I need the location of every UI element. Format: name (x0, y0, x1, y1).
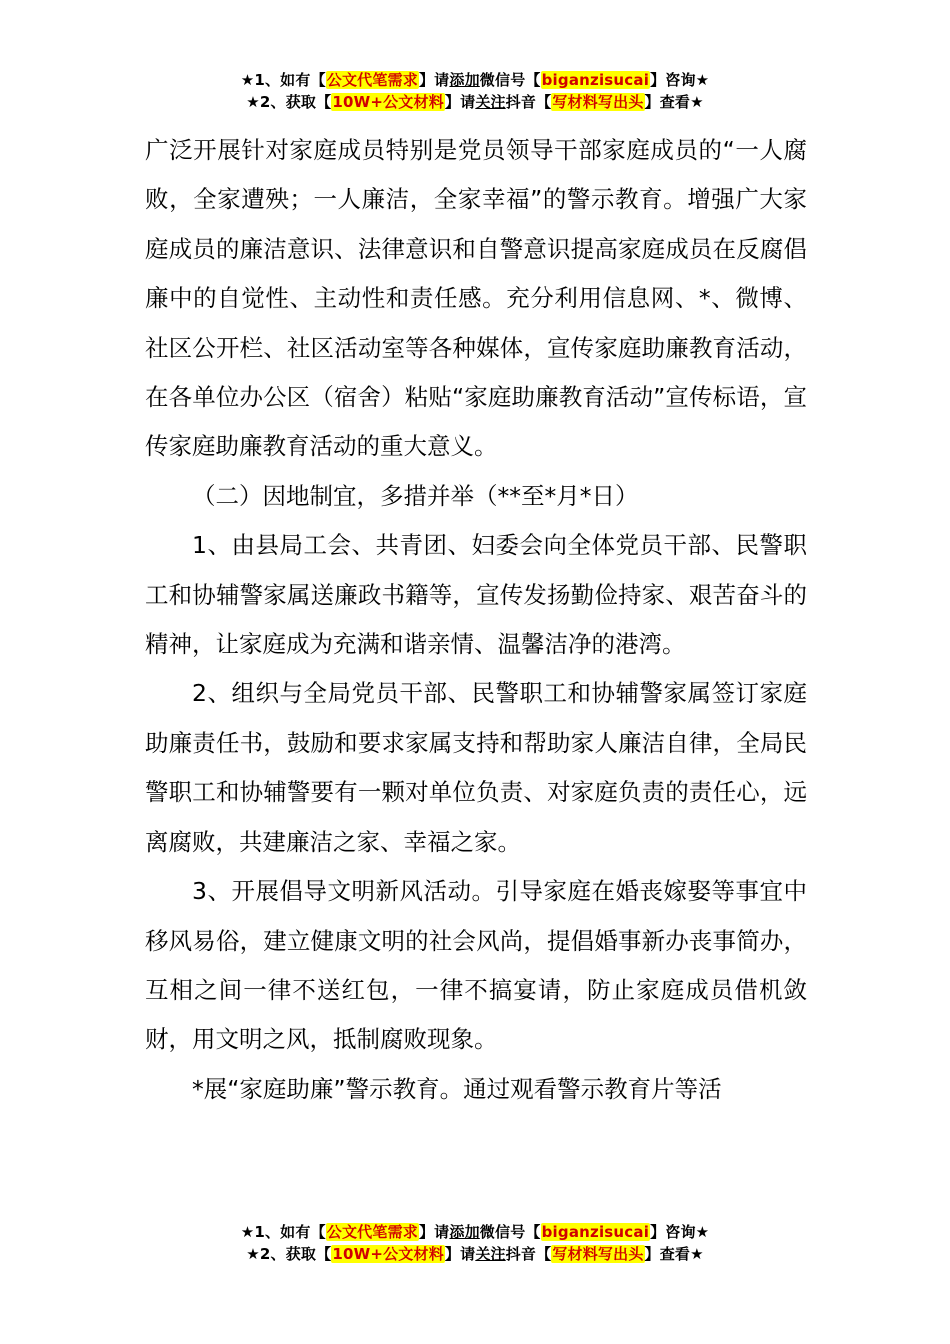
banner-text: 】请 (418, 71, 450, 89)
banner-underlined: 添加 (449, 1223, 480, 1241)
section-heading: （二）因地制宜，多措并举（**至*月*日） (192, 481, 639, 510)
banner-text: ★2、获取【 (246, 93, 332, 111)
banner-highlight-douyin-id: 写材料写出头 (552, 1245, 644, 1263)
banner-text: 】请 (444, 93, 476, 111)
banner-highlight: 10W+公文材料 (332, 93, 444, 111)
paragraph-continuation: 广泛开展针对家庭成员特别是党员领导干部家庭成员的“一人腐败，全家遭殃；一人廉洁，全家幸福”的警示教育。增强广大家庭成员的廉洁意识、法律意识和自警意识提高家庭成员在反腐倡廉中的自觉性、主动性和责任感。充分利用信息网、*、微博、社区公开栏、社区活动室等各种媒体，宣传家庭助廉教育活动，在各单位办公区（宿舍）粘贴“家庭助廉教育活动”宣传标语，宣传家庭助廉教育活动的重大意义。 (145, 136, 807, 461)
list-item-1: 1、由县局工会、共青团、妇委会向全体党员干部、民警职工和协辅警家属送廉政书籍等，宣传发扬勤俭持家、艰苦奋斗的精神，让家庭成为充满和谐亲情、温馨洁净的港湾。 (145, 531, 807, 659)
banner-text: 】咨询★ (650, 1223, 710, 1241)
footer-banner-line-1 (0, 1222, 950, 1244)
banner-highlight: 公文代笔需求 (326, 71, 418, 89)
banner-text: 】查看★ (644, 1245, 704, 1263)
paragraph-truncated: *展“家庭助廉”警示教育。通过观看警示教育片等活 (192, 1074, 722, 1103)
header-banner-line-2 (0, 92, 950, 114)
banner-text: 抖音【 (505, 1245, 552, 1263)
banner-text: 】咨询★ (650, 71, 710, 89)
banner-text: ★1、如有【 (240, 71, 326, 89)
banner-text: 】查看★ (644, 93, 704, 111)
banner-highlight: 10W+公文材料 (332, 1245, 444, 1263)
banner-underlined: 添加 (449, 71, 480, 89)
banner-text: 微信号【 (479, 71, 541, 89)
header-banner-line-1 (0, 70, 950, 92)
banner-text: ★1、如有【 (240, 1223, 326, 1241)
banner-highlight-wechat-id: biganzisucai (541, 1223, 650, 1241)
list-item-2: 2、组织与全局党员干部、民警职工和协辅警家属签订家庭助廉责任书，鼓励和要求家属支持和帮助家人廉洁自律，全局民警职工和协辅警要有一颗对单位负责、对家庭负责的责任心，远离腐败，共建廉洁之家、幸福之家。 (145, 679, 807, 856)
banner-highlight-douyin-id: 写材料写出头 (552, 93, 644, 111)
list-item-3: 3、开展倡导文明新风活动。引导家庭在婚丧嫁娶等事宜中移风易俗，建立健康文明的社会风尚，提倡婚事新办丧事简办，互相之间一律不送红包，一律不搞宴请，防止家庭成员借机敛财，用文明之风，抵制腐败现象。 (145, 877, 807, 1054)
banner-text: ★2、获取【 (246, 1245, 332, 1263)
banner-text: 】请 (418, 1223, 450, 1241)
banner-text: 抖音【 (505, 93, 552, 111)
banner-underlined: 关注 (475, 93, 506, 111)
header-banner (0, 70, 950, 114)
document-body (145, 126, 807, 1114)
footer-banner-line-2 (0, 1244, 950, 1266)
banner-text: 微信号【 (479, 1223, 541, 1241)
banner-highlight: 公文代笔需求 (326, 1223, 418, 1241)
banner-highlight-wechat-id: biganzisucai (541, 71, 650, 89)
footer-banner (0, 1222, 950, 1266)
banner-underlined: 关注 (475, 1245, 506, 1263)
banner-text: 】请 (444, 1245, 476, 1263)
